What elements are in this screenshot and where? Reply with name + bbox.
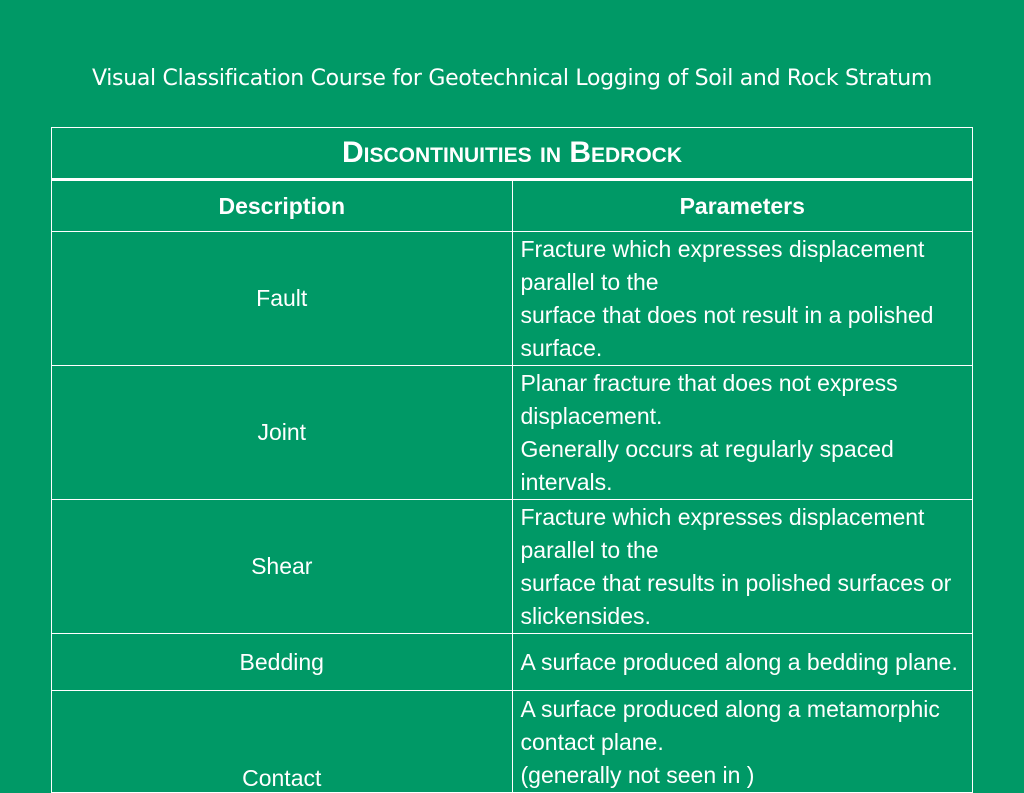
parameters-line: Fracture which expresses displacement parallel to the xyxy=(520,236,925,295)
discontinuities-table xyxy=(51,127,973,793)
table-row xyxy=(52,500,973,634)
row-description: Joint xyxy=(52,366,513,500)
row-parameters xyxy=(512,232,973,366)
row-description: Fault xyxy=(52,232,513,366)
table-row xyxy=(52,232,973,366)
parameters-line: (generally not seen in ) xyxy=(520,762,755,788)
parameters-line: surface that does not result in a polished surface. xyxy=(520,302,934,361)
parameters-line: surface that results in polished surfaces or slickensides. xyxy=(520,570,952,629)
slide-title: Visual Classification Course for Geotechnical Logging of Soil and Rock Stratum xyxy=(91,66,933,91)
header-parameters: Parameters xyxy=(512,180,973,232)
row-parameters xyxy=(512,500,973,634)
table-header-row xyxy=(52,180,973,232)
row-parameters xyxy=(512,366,973,500)
row-description: Contact xyxy=(52,691,513,793)
table-caption-row xyxy=(52,128,973,180)
row-description: Shear xyxy=(52,500,513,634)
row-parameters xyxy=(512,691,973,793)
discontinuities-table-container xyxy=(51,127,973,791)
row-description: Bedding xyxy=(52,634,513,691)
parameters-line: Planar fracture that does not express displacement. xyxy=(520,370,898,429)
header-description: Description xyxy=(52,180,513,232)
table-caption: Discontinuities in Bedrock xyxy=(52,128,973,180)
table-row xyxy=(52,691,973,793)
parameters-line: A surface produced along a bedding plane. xyxy=(520,648,958,675)
parameters-line: Generally occurs at regularly spaced intervals. xyxy=(520,436,894,495)
parameters-line: A surface produced along a metamorphic contact plane. xyxy=(520,696,940,755)
table-row xyxy=(52,366,973,500)
parameters-line: Fracture which expresses displacement parallel to the xyxy=(520,504,925,563)
row-parameters xyxy=(512,634,973,691)
table-row xyxy=(52,634,973,691)
